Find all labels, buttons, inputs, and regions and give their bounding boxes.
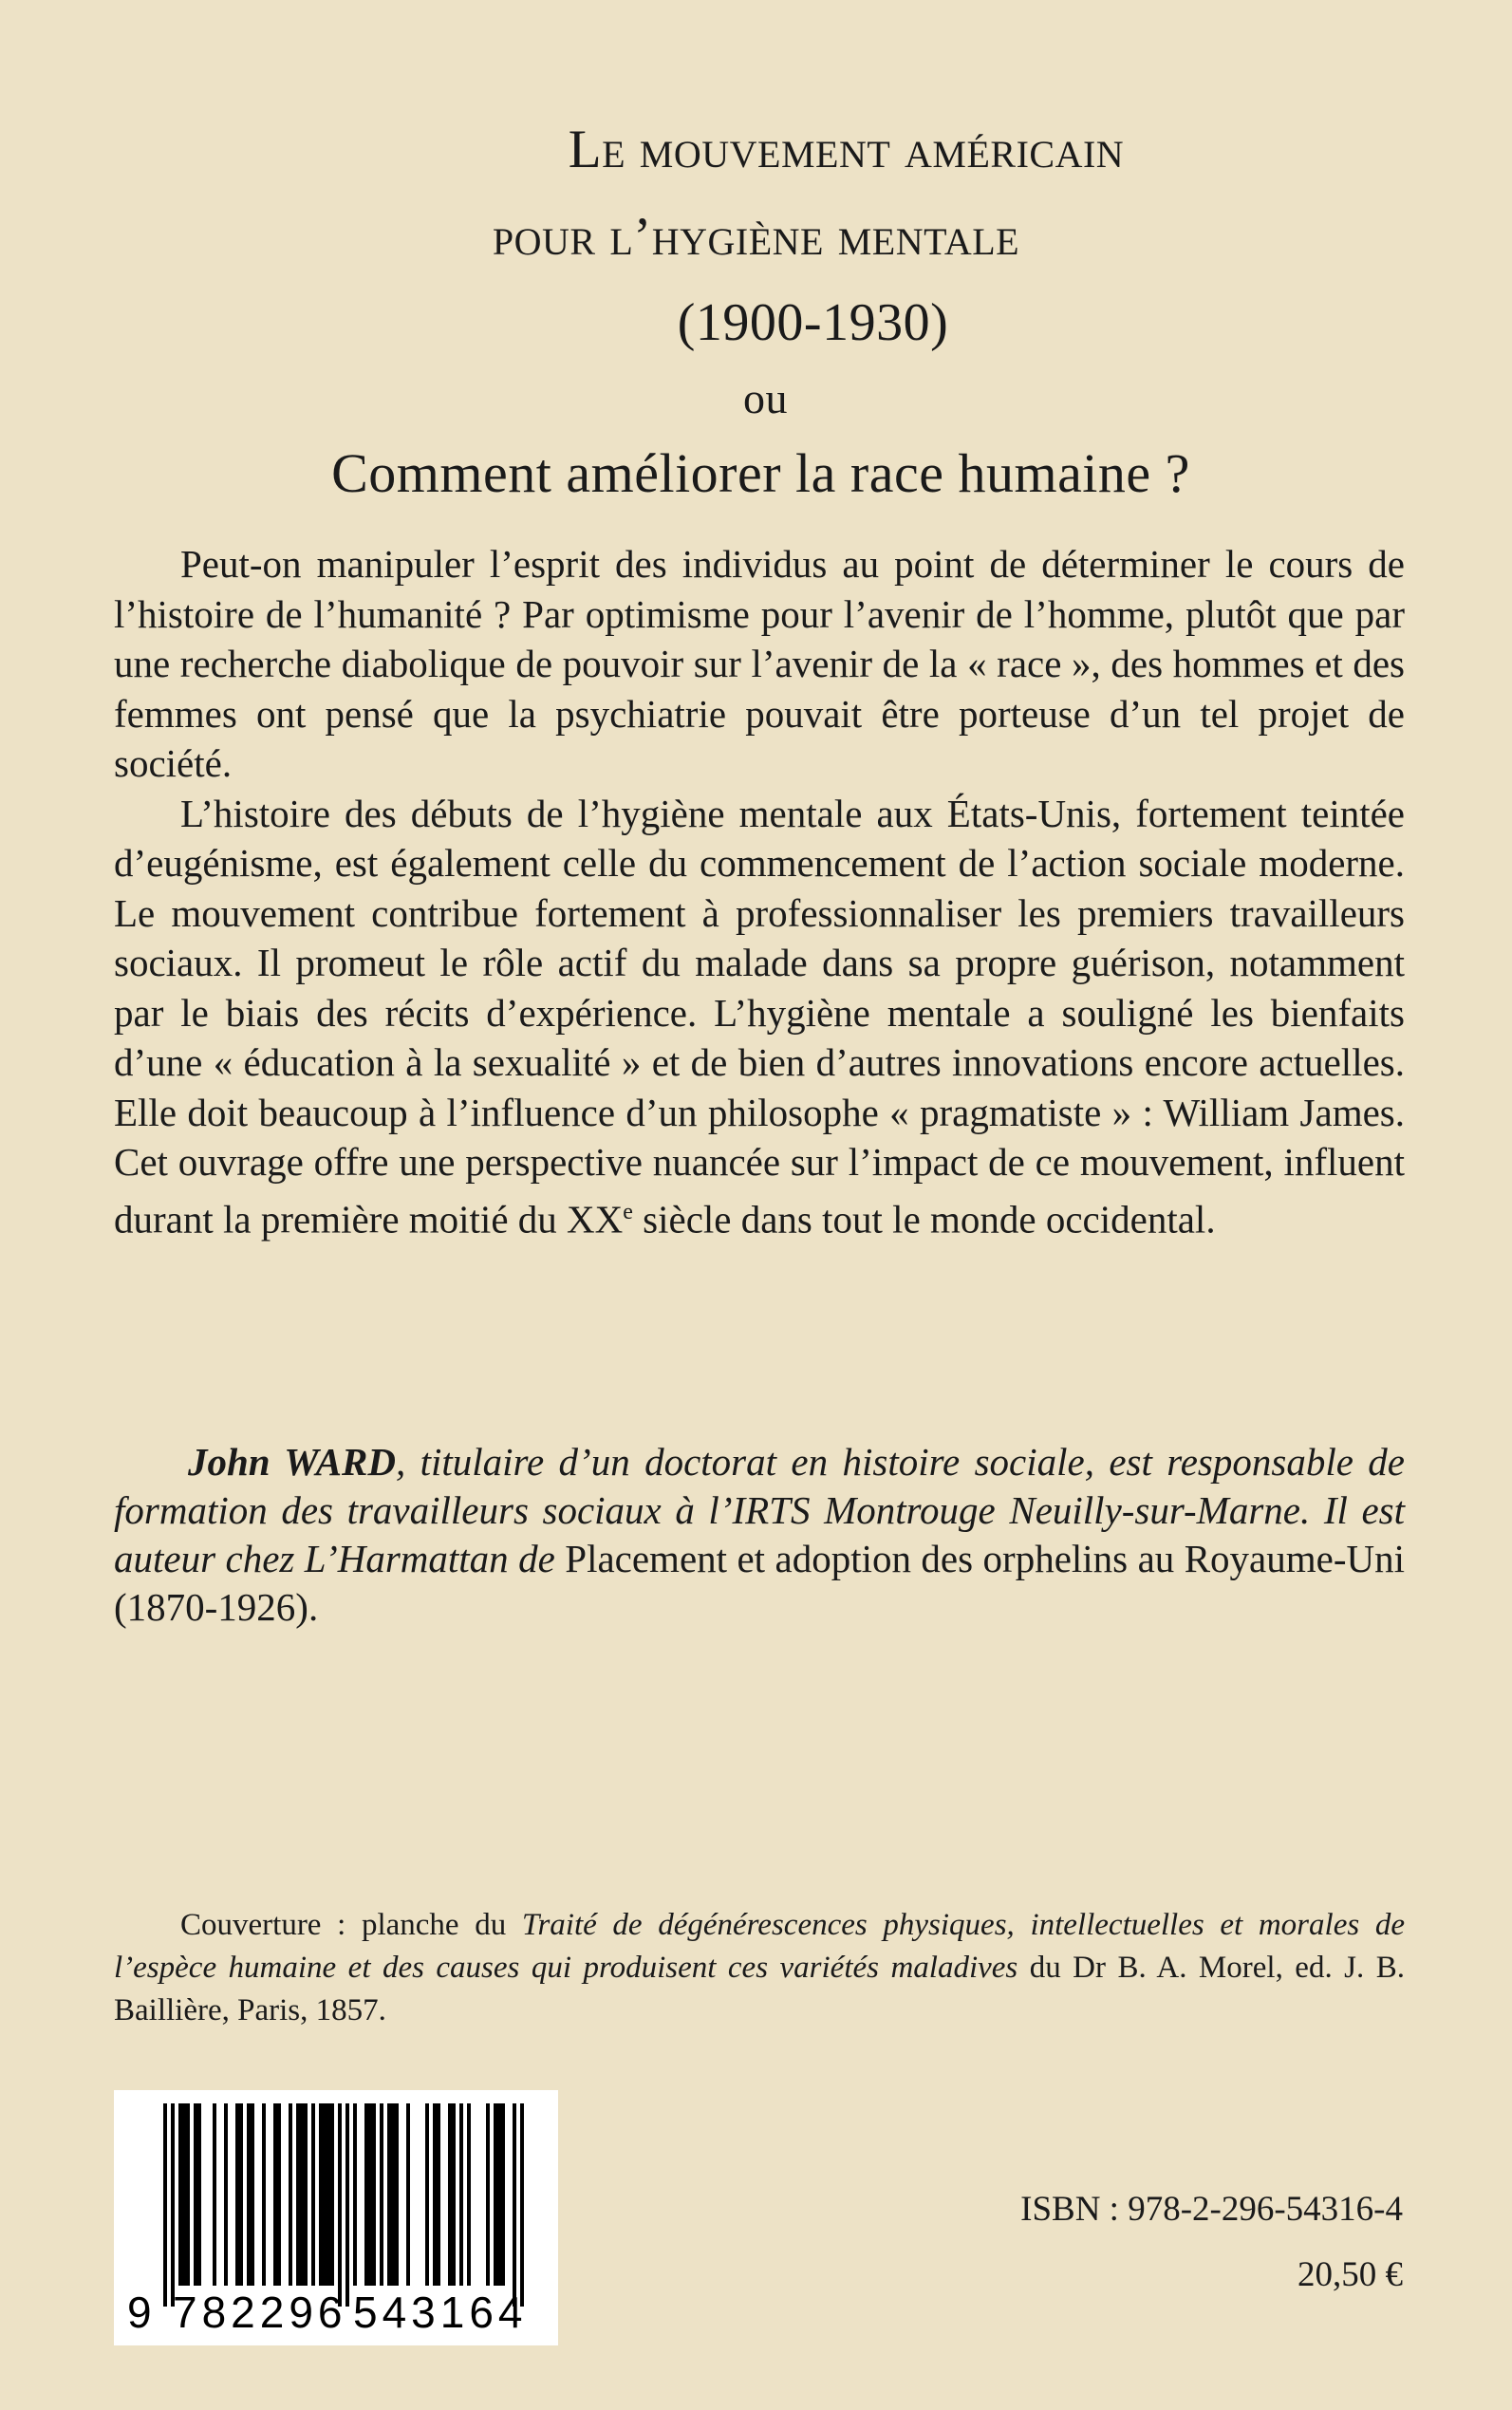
author-bio: [114, 1438, 1405, 1632]
barcode-bar: [224, 2103, 228, 2286]
barcode-bar: [330, 2103, 334, 2286]
barcode-bar: [213, 2103, 216, 2286]
century-superscript: e: [623, 1199, 633, 1224]
summary-text: [114, 539, 1405, 1244]
title-subtitle: Comment améliorer la race humaine ?: [331, 442, 1190, 504]
barcode-bar: [406, 2103, 410, 2286]
barcode-bar: [186, 2103, 190, 2286]
barcode-bar: [395, 2103, 399, 2286]
summary-paragraph-2-end: siècle dans tout le monde occidental.: [632, 1197, 1216, 1242]
cover-credit-prefix: Couverture : planche du: [180, 1908, 522, 1942]
barcode-bar: [497, 2103, 501, 2286]
barcode-bar: [194, 2103, 197, 2286]
barcode-bar: [364, 2103, 368, 2286]
barcode-bar: [501, 2103, 505, 2286]
author-bio-text: , titulaire d’un doctorat en histoire sociale, est responsable de formation des travailleurs sociaux à l’IRTS Montrouge Neuilly-sur-Marne. Il est auteur chez L’Harmattan de: [114, 1440, 1405, 1580]
title-line-1: Le mouvement américain: [568, 120, 1125, 179]
title-ou: ou: [743, 374, 788, 422]
barcode-bar: [345, 2103, 349, 2307]
barcode-bar: [319, 2103, 323, 2286]
barcode-bar: [300, 2103, 304, 2286]
barcode-bar: [353, 2103, 357, 2286]
barcode-bar: [247, 2103, 251, 2286]
barcode-bar: [433, 2103, 437, 2286]
barcode-bar: [387, 2103, 391, 2286]
barcode-bar: [239, 2103, 243, 2286]
barcode-bar: [163, 2103, 167, 2307]
barcode-bar: [323, 2103, 327, 2286]
barcode-bar: [467, 2103, 471, 2286]
summary-paragraph-2-text: L’histoire des débuts de l’hygiène mentale aux États-Unis, fortement teintée d’eugénisme, est également celle du commencement de l’action sociale moderne. Le mouvement contribue fortement à professionnaliser les premiers travailleurs sociaux. Il promeut le rôle actif du malade dans sa propre guérison, notamment par le biais des récits d’expérience. L’hygiène mentale a souligné les bienfaits d’une « éducation à la sexualité » et de bien d’autres innovations encore actuelles. Elle doit beaucoup à l’influence d’un philosophe « pragmatiste » : William James. Cet ouvrage offre une perspective nuancée sur l’impact de ce mouvement, influent durant la première moitié du XX: [114, 791, 1405, 1242]
barcode-bar: [296, 2103, 300, 2286]
isbn-number: ISBN : 978-2-296-54316-4: [1020, 2190, 1403, 2229]
summary-paragraph-1: Peut-on manipuler l’esprit des individus au point de déterminer le cours de l’histoire de l’humanité ? Par optimisme pour l’avenir de l’homme, plutôt que par une recherche diabolique de pouvoir sur l’avenir de la « race », des hommes et des femmes ont pensé que la psychiatrie pouvait être porteuse d’un tel projet de société.: [114, 542, 1405, 785]
summary-paragraph-2: [114, 789, 1405, 1244]
barcode-bar: [289, 2103, 292, 2286]
barcode-bar: [182, 2103, 186, 2286]
barcode-bar: [311, 2103, 315, 2286]
barcode-bar: [304, 2103, 308, 2286]
barcode-bar: [251, 2103, 254, 2286]
barcode-bar: [459, 2103, 463, 2286]
barcode-bar: [425, 2103, 429, 2286]
barcode-bar: [262, 2103, 266, 2286]
title-dates: (1900-1930): [677, 293, 949, 352]
barcode-bar: [486, 2103, 490, 2286]
title-line-2: pour l’hygiène mentale: [492, 207, 1020, 267]
barcode-bar: [197, 2103, 201, 2286]
barcode-bar: [277, 2103, 281, 2286]
barcode-bar: [273, 2103, 277, 2286]
barcode-bar: [448, 2103, 452, 2286]
cover-credit-work-title: Traité de dégénérescences physiques, intellectuelles et morales de l’espèce humaine et des causes qui produisent ces variétés maladives: [114, 1908, 1406, 1985]
barcode: [114, 2090, 558, 2345]
author-book-title: Placement et adoption des orphelins au Royaume-Uni (1870-1926).: [114, 1537, 1405, 1629]
barcode-bar: [327, 2103, 330, 2286]
barcode-digits-first: 9: [127, 2288, 152, 2337]
barcode-bar: [391, 2103, 395, 2286]
barcode-bar: [437, 2103, 440, 2286]
barcode-bar: [368, 2103, 372, 2286]
book-title-block: [0, 106, 1512, 514]
barcode-bar: [494, 2103, 497, 2286]
barcode-graphic: [114, 2090, 558, 2345]
cover-credit-suffix: du Dr B. A. Morel, ed. J. B. Baillière, Paris, 1857.: [114, 1951, 1405, 2027]
barcode-bar: [178, 2103, 182, 2286]
barcode-digits-left: 782296: [173, 2288, 347, 2337]
barcode-digits-right: 543164: [353, 2288, 528, 2337]
barcode-bar: [452, 2103, 456, 2286]
barcode-bars: [163, 2103, 524, 2307]
barcode-bar: [338, 2103, 342, 2307]
barcode-bar: [520, 2103, 524, 2307]
cover-credit: [114, 1904, 1405, 2032]
barcode-bar: [513, 2103, 516, 2307]
barcode-bar: [171, 2103, 175, 2307]
barcode-bar: [380, 2103, 383, 2286]
barcode-bar: [372, 2103, 376, 2286]
barcode-bar: [235, 2103, 239, 2286]
price: 20,50 €: [1297, 2255, 1403, 2294]
author-name: John WARD: [188, 1440, 396, 1484]
